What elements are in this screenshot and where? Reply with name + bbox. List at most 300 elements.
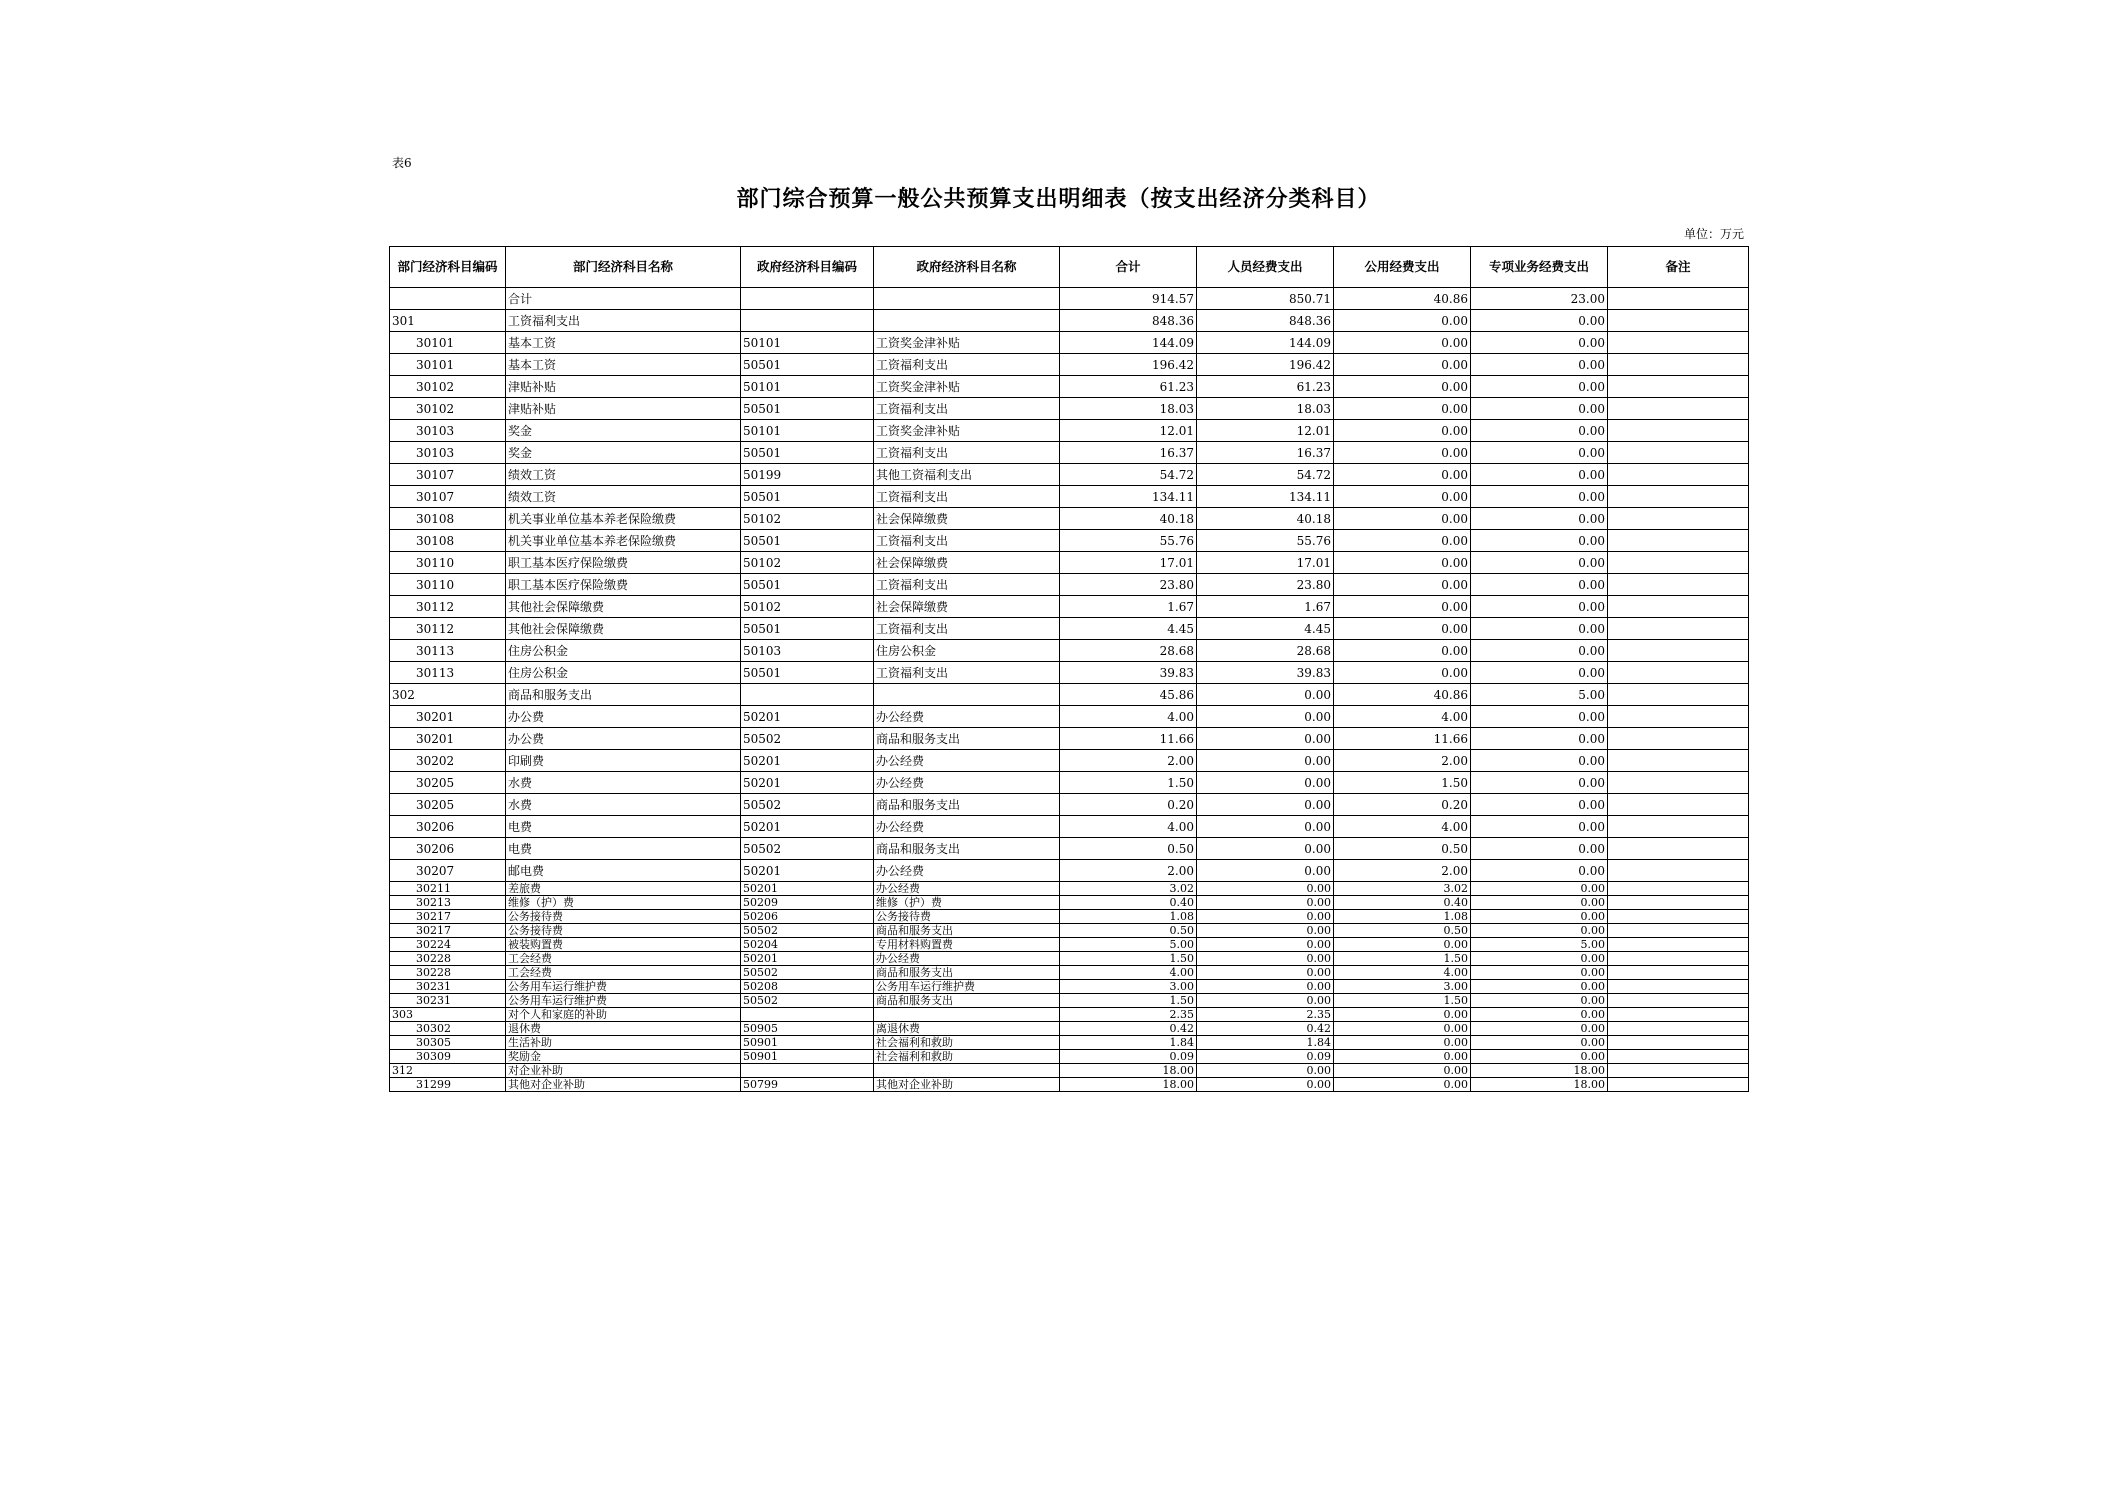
cell-public: 40.86 — [1334, 288, 1471, 310]
table-row — [390, 1078, 1749, 1092]
cell-gov-code — [741, 288, 874, 310]
cell-dept-name: 津贴补贴 — [506, 376, 741, 398]
cell-public: 0.00 — [1334, 640, 1471, 662]
header-dept-name: 部门经济科目名称 — [506, 247, 741, 288]
cell-gov-code: 50502 — [741, 994, 874, 1008]
cell-personnel: 850.71 — [1197, 288, 1334, 310]
table-row — [390, 354, 1749, 376]
cell-note — [1608, 310, 1749, 332]
cell-dept-code: 31299 — [390, 1078, 506, 1092]
cell-special: 0.00 — [1471, 640, 1608, 662]
cell-personnel: 2.35 — [1197, 1008, 1334, 1022]
cell-total: 4.00 — [1060, 966, 1197, 980]
cell-dept-name: 公务用车运行维护费 — [506, 994, 741, 1008]
cell-personnel: 1.84 — [1197, 1036, 1334, 1050]
cell-total: 2.35 — [1060, 1008, 1197, 1022]
cell-gov-code: 50208 — [741, 980, 874, 994]
cell-total: 18.00 — [1060, 1078, 1197, 1092]
cell-dept-code — [390, 288, 506, 310]
cell-gov-name: 办公经费 — [874, 952, 1060, 966]
cell-public: 0.00 — [1334, 1022, 1471, 1036]
table-row — [390, 684, 1749, 706]
table-row — [390, 618, 1749, 640]
cell-personnel: 0.00 — [1197, 924, 1334, 938]
cell-dept-name: 被装购置费 — [506, 938, 741, 952]
cell-dept-name: 公务接待费 — [506, 910, 741, 924]
cell-dept-name: 职工基本医疗保险缴费 — [506, 574, 741, 596]
cell-total: 28.68 — [1060, 640, 1197, 662]
cell-personnel: 0.09 — [1197, 1050, 1334, 1064]
cell-dept-code: 30217 — [390, 924, 506, 938]
cell-note — [1608, 552, 1749, 574]
unit-label: 单位：万元 — [1683, 227, 1744, 241]
cell-gov-code: 50209 — [741, 896, 874, 910]
cell-public: 0.00 — [1334, 442, 1471, 464]
header-total: 合计 — [1060, 247, 1197, 288]
cell-dept-name: 机关事业单位基本养老保险缴费 — [506, 508, 741, 530]
cell-total: 3.00 — [1060, 980, 1197, 994]
cell-gov-code: 50905 — [741, 1022, 874, 1036]
cell-gov-code: 50204 — [741, 938, 874, 952]
cell-dept-code: 30206 — [390, 838, 506, 860]
cell-total: 0.50 — [1060, 838, 1197, 860]
cell-total: 18.03 — [1060, 398, 1197, 420]
cell-dept-name: 奖金 — [506, 420, 741, 442]
cell-public: 0.00 — [1334, 530, 1471, 552]
cell-public: 0.00 — [1334, 1078, 1471, 1092]
cell-public: 2.00 — [1334, 860, 1471, 882]
cell-gov-name: 其他工资福利支出 — [874, 464, 1060, 486]
cell-public: 0.00 — [1334, 508, 1471, 530]
cell-gov-name: 专用材料购置费 — [874, 938, 1060, 952]
cell-total: 1.50 — [1060, 994, 1197, 1008]
table-row — [390, 706, 1749, 728]
table-row — [390, 1064, 1749, 1078]
cell-gov-code: 50101 — [741, 376, 874, 398]
cell-note — [1608, 354, 1749, 376]
cell-note — [1608, 924, 1749, 938]
table-row — [390, 398, 1749, 420]
cell-dept-code: 30112 — [390, 618, 506, 640]
cell-dept-name: 差旅费 — [506, 882, 741, 896]
cell-total: 17.01 — [1060, 552, 1197, 574]
cell-total: 1.08 — [1060, 910, 1197, 924]
cell-note — [1608, 640, 1749, 662]
cell-gov-name: 办公经费 — [874, 772, 1060, 794]
cell-total: 0.09 — [1060, 1050, 1197, 1064]
cell-public: 0.00 — [1334, 1050, 1471, 1064]
cell-personnel: 134.11 — [1197, 486, 1334, 508]
cell-dept-code: 30110 — [390, 574, 506, 596]
cell-note — [1608, 772, 1749, 794]
cell-gov-code — [741, 1008, 874, 1022]
cell-personnel: 0.00 — [1197, 860, 1334, 882]
cell-personnel: 0.00 — [1197, 882, 1334, 896]
cell-note — [1608, 332, 1749, 354]
cell-public: 0.00 — [1334, 574, 1471, 596]
cell-gov-code: 50901 — [741, 1036, 874, 1050]
cell-personnel: 0.00 — [1197, 994, 1334, 1008]
cell-dept-code: 30205 — [390, 794, 506, 816]
cell-gov-name: 办公经费 — [874, 882, 1060, 896]
cell-personnel: 0.00 — [1197, 1064, 1334, 1078]
cell-personnel: 0.00 — [1197, 938, 1334, 952]
cell-special: 18.00 — [1471, 1078, 1608, 1092]
cell-gov-code: 50102 — [741, 552, 874, 574]
cell-gov-code: 50102 — [741, 596, 874, 618]
cell-note — [1608, 860, 1749, 882]
cell-gov-name: 工资福利支出 — [874, 486, 1060, 508]
cell-total: 3.02 — [1060, 882, 1197, 896]
cell-gov-name: 工资福利支出 — [874, 398, 1060, 420]
header-special: 专项业务经费支出 — [1471, 247, 1608, 288]
cell-gov-name: 工资福利支出 — [874, 530, 1060, 552]
cell-special: 0.00 — [1471, 354, 1608, 376]
cell-gov-code: 50201 — [741, 952, 874, 966]
header-gov-name: 政府经济科目名称 — [874, 247, 1060, 288]
cell-total: 914.57 — [1060, 288, 1197, 310]
cell-public: 1.08 — [1334, 910, 1471, 924]
cell-gov-name: 社会保障缴费 — [874, 596, 1060, 618]
cell-note — [1608, 706, 1749, 728]
cell-personnel: 0.00 — [1197, 816, 1334, 838]
cell-gov-code: 50502 — [741, 728, 874, 750]
table-row — [390, 980, 1749, 994]
cell-gov-name — [874, 684, 1060, 706]
cell-dept-name: 合计 — [506, 288, 741, 310]
table-row — [390, 508, 1749, 530]
cell-gov-code: 50502 — [741, 924, 874, 938]
table-row — [390, 1022, 1749, 1036]
cell-total: 2.00 — [1060, 750, 1197, 772]
cell-note — [1608, 980, 1749, 994]
table-row — [390, 1008, 1749, 1022]
cell-dept-name: 公务用车运行维护费 — [506, 980, 741, 994]
cell-gov-name: 社会福利和救助 — [874, 1050, 1060, 1064]
cell-dept-name: 机关事业单位基本养老保险缴费 — [506, 530, 741, 552]
cell-total: 39.83 — [1060, 662, 1197, 684]
cell-public: 0.00 — [1334, 464, 1471, 486]
table-row — [390, 938, 1749, 952]
header-gov-code: 政府经济科目编码 — [741, 247, 874, 288]
cell-personnel: 23.80 — [1197, 574, 1334, 596]
cell-gov-name: 维修（护）费 — [874, 896, 1060, 910]
cell-total: 45.86 — [1060, 684, 1197, 706]
cell-total: 1.50 — [1060, 772, 1197, 794]
table-row — [390, 310, 1749, 332]
cell-dept-name: 退休费 — [506, 1022, 741, 1036]
table-row — [390, 662, 1749, 684]
cell-gov-name — [874, 310, 1060, 332]
cell-gov-name: 其他对企业补助 — [874, 1078, 1060, 1092]
cell-dept-code: 30213 — [390, 896, 506, 910]
cell-dept-name: 邮电费 — [506, 860, 741, 882]
cell-gov-name: 商品和服务支出 — [874, 838, 1060, 860]
cell-dept-code: 30305 — [390, 1036, 506, 1050]
cell-dept-code: 30110 — [390, 552, 506, 574]
cell-special: 0.00 — [1471, 750, 1608, 772]
cell-gov-code: 50502 — [741, 794, 874, 816]
cell-total: 1.84 — [1060, 1036, 1197, 1050]
cell-note — [1608, 1078, 1749, 1092]
cell-dept-name: 基本工资 — [506, 332, 741, 354]
table-row — [390, 552, 1749, 574]
cell-dept-name: 水费 — [506, 794, 741, 816]
table-row — [390, 882, 1749, 896]
cell-gov-code: 50201 — [741, 706, 874, 728]
cell-gov-name: 工资福利支出 — [874, 442, 1060, 464]
cell-note — [1608, 398, 1749, 420]
cell-note — [1608, 596, 1749, 618]
cell-personnel: 54.72 — [1197, 464, 1334, 486]
cell-dept-name: 奖励金 — [506, 1050, 741, 1064]
cell-gov-name: 公务用车运行维护费 — [874, 980, 1060, 994]
cell-dept-code: 30302 — [390, 1022, 506, 1036]
cell-gov-name: 工资福利支出 — [874, 662, 1060, 684]
cell-dept-code: 30202 — [390, 750, 506, 772]
table-row — [390, 420, 1749, 442]
cell-total: 4.45 — [1060, 618, 1197, 640]
cell-personnel: 12.01 — [1197, 420, 1334, 442]
cell-dept-code: 302 — [390, 684, 506, 706]
cell-dept-code: 30102 — [390, 376, 506, 398]
cell-public: 0.00 — [1334, 420, 1471, 442]
cell-dept-code: 30309 — [390, 1050, 506, 1064]
cell-personnel: 0.00 — [1197, 750, 1334, 772]
cell-special: 0.00 — [1471, 728, 1608, 750]
cell-gov-name: 商品和服务支出 — [874, 966, 1060, 980]
cell-total: 2.00 — [1060, 860, 1197, 882]
cell-note — [1608, 952, 1749, 966]
table-row — [390, 640, 1749, 662]
cell-total: 848.36 — [1060, 310, 1197, 332]
cell-public: 0.50 — [1334, 924, 1471, 938]
cell-public: 3.02 — [1334, 882, 1471, 896]
cell-dept-code: 30228 — [390, 966, 506, 980]
cell-personnel: 0.00 — [1197, 910, 1334, 924]
cell-note — [1608, 896, 1749, 910]
header-personnel: 人员经费支出 — [1197, 247, 1334, 288]
table-row — [390, 794, 1749, 816]
cell-personnel: 39.83 — [1197, 662, 1334, 684]
cell-dept-code: 30102 — [390, 398, 506, 420]
cell-note — [1608, 530, 1749, 552]
cell-public: 0.00 — [1334, 354, 1471, 376]
cell-personnel: 0.00 — [1197, 728, 1334, 750]
cell-personnel: 0.00 — [1197, 838, 1334, 860]
cell-total: 1.67 — [1060, 596, 1197, 618]
cell-gov-name — [874, 1064, 1060, 1078]
cell-total: 23.80 — [1060, 574, 1197, 596]
cell-public: 0.00 — [1334, 332, 1471, 354]
cell-personnel: 40.18 — [1197, 508, 1334, 530]
cell-special: 0.00 — [1471, 574, 1608, 596]
cell-gov-name — [874, 288, 1060, 310]
cell-public: 0.00 — [1334, 398, 1471, 420]
cell-dept-name: 办公费 — [506, 706, 741, 728]
cell-public: 0.20 — [1334, 794, 1471, 816]
cell-special: 0.00 — [1471, 816, 1608, 838]
cell-note — [1608, 684, 1749, 706]
cell-gov-name: 社会保障缴费 — [874, 552, 1060, 574]
cell-dept-name: 住房公积金 — [506, 662, 741, 684]
cell-special: 18.00 — [1471, 1064, 1608, 1078]
cell-dept-name: 工资福利支出 — [506, 310, 741, 332]
cell-gov-name: 工资福利支出 — [874, 618, 1060, 640]
cell-special: 0.00 — [1471, 966, 1608, 980]
cell-gov-code: 50501 — [741, 662, 874, 684]
cell-dept-code: 30108 — [390, 530, 506, 552]
cell-total: 16.37 — [1060, 442, 1197, 464]
table-row — [390, 376, 1749, 398]
cell-dept-name: 津贴补贴 — [506, 398, 741, 420]
cell-special: 0.00 — [1471, 882, 1608, 896]
cell-dept-name: 水费 — [506, 772, 741, 794]
cell-note — [1608, 662, 1749, 684]
cell-public: 2.00 — [1334, 750, 1471, 772]
cell-public: 0.00 — [1334, 376, 1471, 398]
cell-total: 0.42 — [1060, 1022, 1197, 1036]
cell-dept-name: 商品和服务支出 — [506, 684, 741, 706]
cell-note — [1608, 442, 1749, 464]
cell-personnel: 196.42 — [1197, 354, 1334, 376]
cell-personnel: 1.67 — [1197, 596, 1334, 618]
cell-dept-name: 住房公积金 — [506, 640, 741, 662]
cell-note — [1608, 420, 1749, 442]
cell-dept-code: 30107 — [390, 464, 506, 486]
table-row — [390, 816, 1749, 838]
cell-special: 0.00 — [1471, 706, 1608, 728]
table-row — [390, 574, 1749, 596]
table-row — [390, 1036, 1749, 1050]
table-row — [390, 910, 1749, 924]
cell-public: 0.00 — [1334, 310, 1471, 332]
cell-note — [1608, 1064, 1749, 1078]
cell-total: 5.00 — [1060, 938, 1197, 952]
table-row — [390, 1050, 1749, 1064]
cell-personnel: 28.68 — [1197, 640, 1334, 662]
cell-gov-name: 办公经费 — [874, 816, 1060, 838]
table-row — [390, 838, 1749, 860]
cell-dept-name: 其他社会保障缴费 — [506, 618, 741, 640]
cell-gov-code: 50103 — [741, 640, 874, 662]
cell-dept-name: 基本工资 — [506, 354, 741, 376]
cell-dept-code: 30101 — [390, 354, 506, 376]
cell-special: 5.00 — [1471, 684, 1608, 706]
table-row — [390, 772, 1749, 794]
cell-gov-code: 50501 — [741, 618, 874, 640]
cell-dept-code: 30107 — [390, 486, 506, 508]
cell-dept-name: 印刷费 — [506, 750, 741, 772]
cell-gov-code: 50799 — [741, 1078, 874, 1092]
cell-gov-name: 工资福利支出 — [874, 574, 1060, 596]
cell-dept-code: 30103 — [390, 442, 506, 464]
cell-personnel: 144.09 — [1197, 332, 1334, 354]
cell-dept-name: 其他社会保障缴费 — [506, 596, 741, 618]
cell-special: 0.00 — [1471, 508, 1608, 530]
cell-note — [1608, 486, 1749, 508]
cell-personnel: 0.00 — [1197, 966, 1334, 980]
cell-note — [1608, 994, 1749, 1008]
cell-special: 0.00 — [1471, 994, 1608, 1008]
cell-dept-name: 电费 — [506, 816, 741, 838]
cell-gov-name: 公务接待费 — [874, 910, 1060, 924]
page-title: 部门综合预算一般公共预算支出明细表（按支出经济分类科目） — [736, 186, 1381, 212]
cell-special: 0.00 — [1471, 1008, 1608, 1022]
cell-personnel: 0.00 — [1197, 980, 1334, 994]
cell-dept-code: 30207 — [390, 860, 506, 882]
cell-special: 0.00 — [1471, 596, 1608, 618]
cell-gov-code: 50201 — [741, 816, 874, 838]
table-row — [390, 750, 1749, 772]
cell-total: 18.00 — [1060, 1064, 1197, 1078]
cell-note — [1608, 288, 1749, 310]
cell-dept-name: 绩效工资 — [506, 486, 741, 508]
cell-note — [1608, 938, 1749, 952]
cell-public: 0.00 — [1334, 662, 1471, 684]
cell-note — [1608, 1050, 1749, 1064]
cell-public: 0.00 — [1334, 1008, 1471, 1022]
cell-special: 0.00 — [1471, 772, 1608, 794]
table-row — [390, 924, 1749, 938]
cell-note — [1608, 728, 1749, 750]
table-row — [390, 486, 1749, 508]
cell-special: 23.00 — [1471, 288, 1608, 310]
cell-note — [1608, 816, 1749, 838]
cell-gov-code: 50201 — [741, 772, 874, 794]
cell-special: 0.00 — [1471, 618, 1608, 640]
cell-note — [1608, 574, 1749, 596]
cell-public: 4.00 — [1334, 966, 1471, 980]
cell-public: 11.66 — [1334, 728, 1471, 750]
cell-personnel: 0.42 — [1197, 1022, 1334, 1036]
cell-dept-code: 30113 — [390, 640, 506, 662]
cell-note — [1608, 882, 1749, 896]
cell-special: 0.00 — [1471, 530, 1608, 552]
cell-total: 0.20 — [1060, 794, 1197, 816]
cell-gov-code: 50199 — [741, 464, 874, 486]
cell-dept-name: 对企业补助 — [506, 1064, 741, 1078]
cell-dept-name: 生活补助 — [506, 1036, 741, 1050]
cell-public: 0.00 — [1334, 1064, 1471, 1078]
cell-note — [1608, 1008, 1749, 1022]
cell-public: 4.00 — [1334, 706, 1471, 728]
cell-special: 0.00 — [1471, 398, 1608, 420]
cell-note — [1608, 1036, 1749, 1050]
cell-personnel: 16.37 — [1197, 442, 1334, 464]
cell-total: 4.00 — [1060, 816, 1197, 838]
cell-gov-code: 50501 — [741, 530, 874, 552]
cell-note — [1608, 838, 1749, 860]
cell-dept-code: 312 — [390, 1064, 506, 1078]
cell-gov-name: 工资奖金津补贴 — [874, 332, 1060, 354]
cell-personnel: 61.23 — [1197, 376, 1334, 398]
cell-total: 134.11 — [1060, 486, 1197, 508]
cell-personnel: 55.76 — [1197, 530, 1334, 552]
cell-gov-code: 50501 — [741, 442, 874, 464]
cell-total: 144.09 — [1060, 332, 1197, 354]
cell-gov-code — [741, 310, 874, 332]
cell-public: 0.00 — [1334, 618, 1471, 640]
cell-personnel: 4.45 — [1197, 618, 1334, 640]
table-row — [390, 994, 1749, 1008]
cell-total: 11.66 — [1060, 728, 1197, 750]
cell-special: 0.00 — [1471, 486, 1608, 508]
budget-detail-table — [389, 246, 1749, 1092]
header-note: 备注 — [1608, 247, 1749, 288]
cell-special: 0.00 — [1471, 1050, 1608, 1064]
cell-gov-code: 50501 — [741, 354, 874, 376]
